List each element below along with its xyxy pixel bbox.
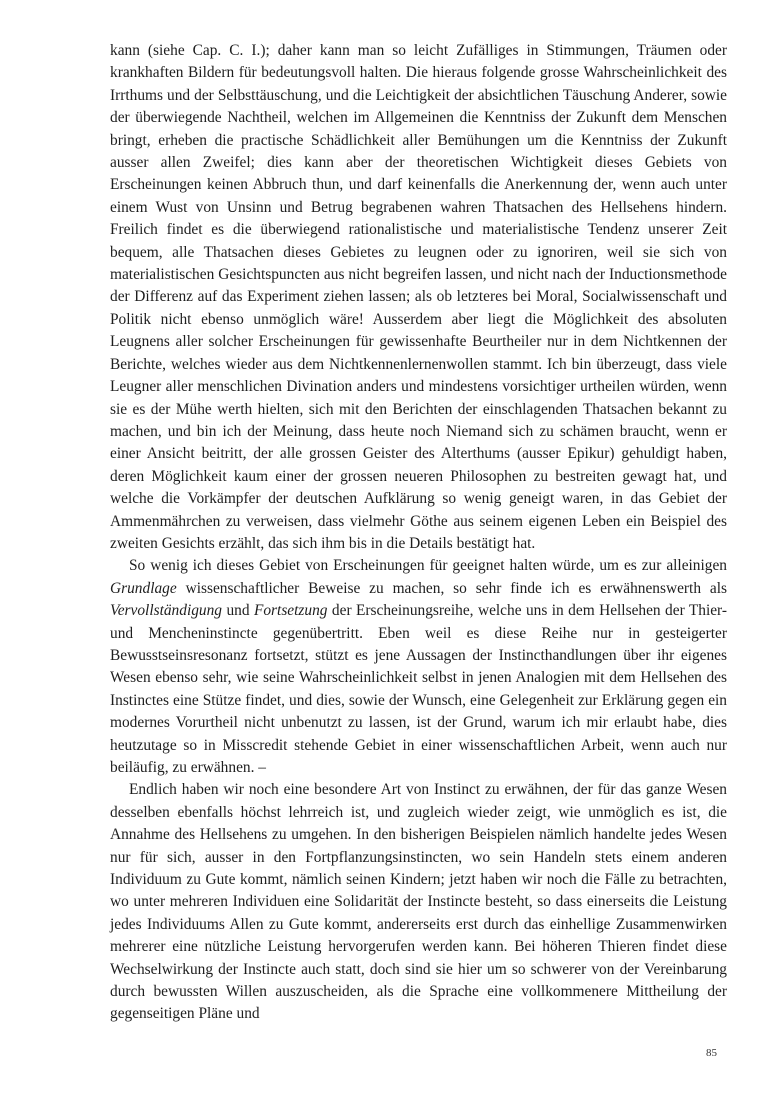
paragraph-2-text-1: So wenig ich dieses Gebiet von Erscheinungen für geeignet halten würde, um es zur alleinigen [129,557,727,575]
paragraph-2 [110,555,727,779]
emphasis-fortsetzung: Fortsetzung [253,602,328,620]
paragraph-2-text-4: der Erscheinungsreihe, welche uns in dem Hellsehen der Thier- und Mencheninstincte gegenübertritt. Eben weil es diese Reihe nur in gesteigerter Bewusstseinsresonanz fortsetzt, stützt es jene Aussagen der Instincthandlungen über ihr eigenes Wesen ebenso sehr, wie seine Wahrscheinlichkeit selbst in jenen Analogien mit dem Hellsehen des Instinctes eine Stütze findet, und dies, sowie der Wunsch, eine Gelegenheit zur Erklärung gegen ein modernes Vorurtheil nicht unbenutzt zu lassen, ist der Grund, warum ich mir erlaubt habe, dies heutzutage so in Misscredit stehende Gebiet in einer wissenschaftlichen Arbeit, wenn auch nur beiläufig, zu erwähnen. – [110,602,727,776]
page-number: 85 [706,1047,717,1059]
page-body [110,40,727,1026]
emphasis-vervollstaendigung: Vervollständigung [110,602,223,620]
paragraph-2-text-3: und [222,602,254,620]
emphasis-grundlage: Grundlage [110,579,177,597]
paragraph-3: Endlich haben wir noch eine besondere Art von Instinct zu erwähnen, der für das ganze Wesen desselben ebenfalls höchst lehrreich ist, und zugleich wieder zeigt, wie unmöglich es ist, die Annahme des Hellsehens zu umgehen. In den bisherigen Beispielen nämlich handelte jedes Wesen nur für sich, ausser in den Fortpflanzungsinstincten, wo sein Handeln stets einem anderen Individuum zu Gute kommt, nämlich seinen Kindern; jetzt haben wir noch die Fälle zu betrachten, wo unter mehreren Individuen eine Solidarität der Instincte besteht, so dass einerseits die Leistung jedes Individuums Allen zu Gute kommt, andererseits erst durch das einhellige Zusammenwirken mehrerer eine nützliche Leistung hervorgerufen werden kann. Bei höheren Thieren findet diese Wechselwirkung der Instincte auch statt, doch sind sie hier um so schwerer von der Vereinbarung durch bewussten Willen auszuscheiden, als die Sprache eine vollkommenere Mittheilung der gegenseitigen Pläne und [110,781,727,1023]
paragraph-2-text-2: wissenschaftlicher Beweise zu machen, so sehr finde ich es erwähnenswerth als [176,579,727,597]
paragraph-1: kann (siehe Cap. C. I.); daher kann man so leicht Zufälliges in Stimmungen, Träumen oder krankhaften Bildern für bedeutungsvoll halten. Die hieraus folgende grosse Wahrscheinlichkeit des Irrthums und der Selbsttäuschung, und die Leichtigkeit der absichtlichen Täuschung Anderer, sowie der überwiegende Nachtheil, welchen im Allgemeinen die Kenntniss der Zukunft dem Menschen bringt, erheben die practische Schädlichkeit aller Bemühungen um die Kenntniss der Zukunft ausser allen Zweifel; dies kann aber der theoretischen Wichtigkeit dieses Gebiets von Erscheinungen keinen Abbruch thun, und darf keinenfalls die Anerkennung der, wenn auch unter einem Wust von Unsinn und Betrug begrabenen wahren Thatsachen des Hellsehens hindern. Freilich findet es die überwiegend rationalistische und materialistische Tendenz unserer Zeit bequem, alle Thatsachen dieses Gebietes zu leugnen oder zu ignoriren, weil sie sich von materialistischen Gesichtspuncten aus nicht begreifen lassen, und nicht nach der Inductionsmethode der Differenz auf das Experiment ziehen lassen; als ob letzteres bei Moral, Socialwissenschaft und Politik nicht ebenso unmöglich wäre! Ausserdem aber liegt die Möglichkeit des absoluten Leugnens aller solcher Erscheinungen für gewissenhafte Beurtheiler nur in dem Nichtkennen der Berichte, welches wieder aus dem Nichtkennenlernenwollen stammt. Ich bin überzeugt, dass viele Leugner aller menschlichen Divination anders und mindestens vorsichtiger urtheilen würden, wenn sie es der Mühe werth hielten, sich mit den Berichten der einschlagenden Thatsachen bekannt zu machen, und bin ich der Meinung, dass heute noch Niemand sich zu schämen braucht, wenn er einer Ansicht beitritt, der alle grossen Geister des Alterthums (ausser Epikur) gehuldigt haben, deren Möglichkeit kaum einer der grossen neueren Philosophen zu bestreiten gewagt hat, und welche die Vorkämpfer der deutschen Aufklärung so wenig geneigt waren, in das Gebiet der Ammenmährchen zu verweisen, dass vielmehr Göthe aus seinem eigenen Leben ein Beispiel des zweiten Gesichts erzählt, das sich ihm bis in die Details bestätigt hat. [110,42,727,552]
